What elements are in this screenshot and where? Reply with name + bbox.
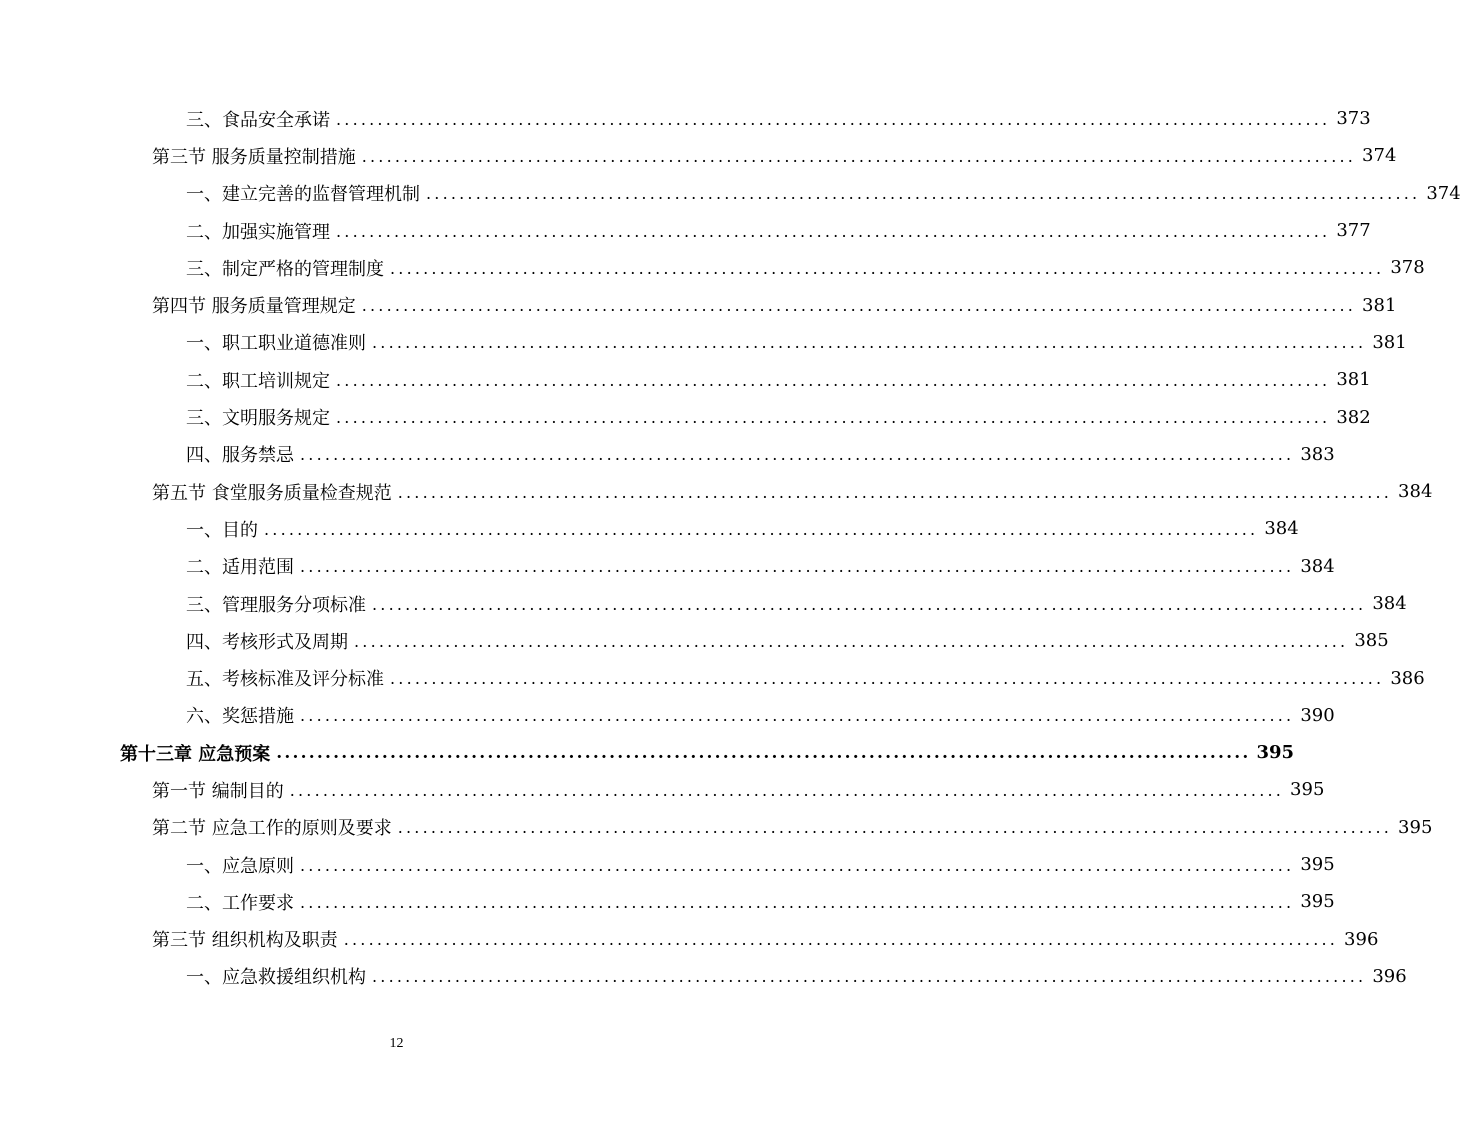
toc-entry-title: 三、食品安全承诺 [186, 109, 330, 131]
toc-entry-page: 386 [1390, 667, 1425, 689]
toc-entry[interactable] [0, 436, 1335, 473]
toc-entry-title: 一、目的 [186, 519, 258, 541]
toc-entry-page: 373 [1336, 108, 1371, 130]
toc-entry[interactable] [0, 510, 1299, 547]
toc-entry[interactable] [0, 883, 1335, 920]
table-of-contents [0, 100, 1461, 995]
toc-entry-title: 三、管理服务分项标准 [186, 594, 366, 616]
toc-entry[interactable] [0, 212, 1371, 249]
toc-entry-page: 395 [1290, 779, 1325, 801]
toc-entry[interactable] [0, 958, 1407, 995]
dot-leader: ........................................................................................................................ [426, 184, 1421, 204]
toc-entry-title: 第二节 应急工作的原则及要求 [152, 818, 392, 840]
toc-entry-title: 一、应急救援组织机构 [186, 967, 366, 989]
toc-entry[interactable] [0, 771, 1325, 808]
toc-entry[interactable] [0, 249, 1425, 286]
dot-leader: ........................................................................................................................ [300, 706, 1295, 726]
toc-entry[interactable] [0, 175, 1461, 212]
dot-leader: ........................................................................................................................ [343, 930, 1339, 950]
toc-entry-page: 381 [1362, 294, 1397, 316]
toc-entry-title: 第五节 食堂服务质量检查规范 [152, 482, 392, 504]
toc-entry-title: 二、工作要求 [186, 892, 294, 914]
toc-entry-page: 381 [1372, 331, 1407, 353]
toc-chapter-entry[interactable] [0, 734, 1295, 771]
toc-entry-page: 384 [1300, 555, 1335, 577]
toc-entry-title: 二、适用范围 [186, 557, 294, 579]
toc-entry-page: 384 [1398, 481, 1433, 503]
toc-entry-title: 四、服务禁忌 [186, 445, 294, 467]
toc-entry-page: 395 [1256, 742, 1295, 764]
toc-entry[interactable] [0, 100, 1371, 137]
toc-entry-title: 一、应急原则 [186, 855, 294, 877]
toc-entry-title: 第十三章 应急预案 [120, 743, 271, 765]
dot-leader: ........................................................................................................................ [336, 221, 1331, 241]
toc-entry-page: 381 [1336, 369, 1371, 391]
dot-leader: ........................................................................................................................ [300, 557, 1295, 577]
page-number: 12 [389, 1036, 404, 1051]
toc-entry-page: 395 [1300, 854, 1335, 876]
toc-entry[interactable] [0, 361, 1371, 398]
toc-entry-page: 382 [1336, 406, 1371, 428]
toc-entry-page: 395 [1398, 816, 1433, 838]
toc-entry[interactable] [0, 324, 1407, 361]
dot-leader: ........................................................................................................................ [361, 296, 1357, 316]
toc-entry-title: 二、加强实施管理 [186, 221, 330, 243]
dot-leader: ........................................................................................................................ [264, 519, 1259, 539]
toc-entry-page: 390 [1300, 704, 1335, 726]
toc-entry-page: 374 [1362, 145, 1397, 167]
dot-leader: ........................................................................................................................ [397, 818, 1393, 838]
toc-entry[interactable] [0, 286, 1397, 323]
toc-entry-page: 385 [1354, 630, 1389, 652]
dot-leader: ........................................................................................................................ [336, 109, 1331, 129]
toc-entry[interactable] [0, 846, 1335, 883]
toc-entry-page: 396 [1372, 965, 1407, 987]
toc-entry-title: 一、建立完善的监督管理机制 [186, 184, 420, 206]
toc-entry-page: 378 [1390, 257, 1425, 279]
toc-entry[interactable] [0, 697, 1335, 734]
dot-leader: ........................................................................................................................ [289, 780, 1285, 800]
dot-leader: ........................................................................................................................ [336, 408, 1331, 428]
toc-entry-title: 第三节 服务质量控制措施 [152, 146, 356, 168]
dot-leader: ........................................................................................................................ [372, 333, 1367, 353]
toc-entry[interactable] [0, 622, 1389, 659]
toc-entry[interactable] [0, 473, 1433, 510]
dot-leader: ........................................................................................................................ [354, 631, 1349, 651]
toc-entry-title: 三、文明服务规定 [186, 408, 330, 430]
toc-entry-page: 396 [1344, 928, 1379, 950]
toc-entry[interactable] [0, 398, 1371, 435]
toc-entry-page: 395 [1300, 891, 1335, 913]
dot-leader: ........................................................................................................................ [300, 855, 1295, 875]
dot-leader: ........................................................................................................................ [300, 892, 1295, 912]
toc-entry[interactable] [0, 809, 1433, 846]
toc-entry[interactable] [0, 585, 1407, 622]
toc-entry-title: 六、奖惩措施 [186, 706, 294, 728]
toc-entry[interactable] [0, 137, 1397, 174]
dot-leader: ........................................................................................................................ [372, 594, 1367, 614]
toc-entry[interactable] [0, 548, 1335, 585]
toc-entry-title: 第三节 组织机构及职责 [152, 930, 338, 952]
toc-entry-title: 三、制定严格的管理制度 [186, 258, 384, 280]
toc-entry[interactable] [0, 659, 1425, 696]
toc-entry-title: 二、职工培训规定 [186, 370, 330, 392]
toc-entry-title: 第四节 服务质量管理规定 [152, 296, 356, 318]
toc-entry-page: 374 [1426, 182, 1461, 204]
toc-entry-page: 383 [1300, 443, 1335, 465]
toc-entry-page: 384 [1264, 518, 1299, 540]
toc-entry-title: 第一节 编制目的 [152, 780, 284, 802]
dot-leader: ........................................................................................................................ [372, 967, 1367, 987]
toc-entry-title: 一、职工职业道德准则 [186, 333, 366, 355]
dot-leader: ........................................................................................................................ [361, 146, 1357, 166]
toc-entry[interactable] [0, 921, 1379, 958]
toc-entry-page: 384 [1372, 593, 1407, 614]
toc-entry-page: 377 [1336, 220, 1371, 242]
dot-leader: ........................................................................................................................ [300, 445, 1295, 465]
toc-entry-title: 四、考核形式及周期 [186, 631, 348, 653]
dot-leader: ........................................................................................................................ [390, 258, 1385, 278]
dot-leader: ........................................................................................................................ [397, 482, 1393, 502]
dot-leader: ........................................................................................................................ [390, 669, 1385, 689]
dot-leader: ........................................................................................................................ [276, 743, 1251, 764]
dot-leader: ........................................................................................................................ [336, 370, 1331, 390]
toc-entry-title: 五、考核标准及评分标准 [186, 669, 384, 691]
